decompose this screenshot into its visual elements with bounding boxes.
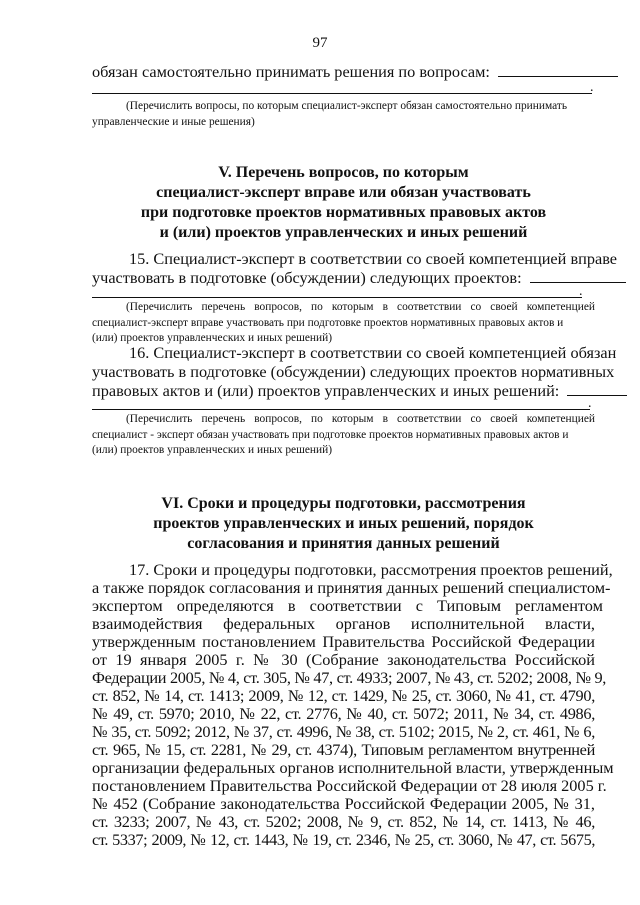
intro-note-line: управленческие и иные решения): [92, 115, 255, 128]
p16-blank: [567, 381, 627, 396]
heading-line: при подготовке проектов нормативных правовых актов: [140, 204, 547, 221]
p15-rule: [92, 297, 582, 298]
heading-line: V. Перечень вопросов, по которым: [218, 164, 469, 181]
p17-line: ст. 965, № 15, ст. 2281, № 29, ст. 4374), Типовым регламентом внутренней: [92, 740, 595, 759]
heading-line: проектов управленческих и иных решений, порядок: [153, 515, 534, 532]
p16-note: [92, 412, 595, 459]
p17-line: утвержденным постановлением Правительства Российской Федерации: [92, 632, 595, 651]
p16-line-3: [92, 381, 595, 400]
p17-line: ст. 5337; 2009, № 12, ст. 1443, № 19, ст. 2346, № 25, ст. 3060, № 47, ст. 5675,: [92, 830, 595, 849]
p17-line: № 452 (Собрание законодательства Российской Федерации 2005, № 31,: [92, 794, 595, 813]
section-6-heading: [92, 494, 595, 554]
p17-line: Федерации 2005, № 4, ст. 305, № 47, ст. 4933; 2007, № 43, ст. 5202; 2008, № 9,: [92, 668, 607, 687]
p16-line: 16. Специалист-эксперт в соответствии со своей компетенцией обязан: [129, 343, 617, 362]
p15-note: [92, 300, 595, 347]
intro-note-line: (Перечислить вопросы, по которым специалист-эксперт обязан самостоятельно принимать: [126, 100, 568, 112]
intro-text: обязан самостоятельно принимать решения по вопросам:: [92, 62, 490, 81]
heading-line: и (или) проектов управленческих и иных решений: [159, 224, 528, 241]
intro-line: [92, 62, 595, 81]
p17-line: экспертом определяются в соответствии с Типовым регламентом: [92, 596, 603, 615]
p16-rule-dot: .: [588, 396, 592, 411]
p16-rule: [92, 409, 590, 410]
p16-text: правовых актов и (или) проектов управленческих и иных решений:: [92, 381, 560, 400]
note-line: (или) проектов управленческих и иных решений): [92, 444, 333, 456]
section-5-heading: [92, 163, 595, 243]
heading-line: согласования и принятия данных решений: [187, 535, 500, 552]
intro-blank: [498, 62, 618, 77]
intro-note: [92, 99, 595, 130]
note-line: (Перечислить перечень вопросов, по которым в соответствии со своей компетенцией: [126, 301, 595, 313]
p17-line: 17. Сроки и процедуры подготовки, рассмотрения проектов решений,: [129, 560, 613, 579]
heading-line: специалист-эксперт вправе или обязан участвовать: [156, 184, 531, 201]
p17-line: взаимодействия федеральных органов исполнительной власти,: [92, 614, 595, 633]
p15-line: 15. Специалист-эксперт в соответствии со своей компетенцией вправе: [129, 249, 618, 268]
note-line: (Перечислить перечень вопросов, по которым в соответствии со своей компетенцией: [126, 413, 595, 425]
p15-rule-dot: .: [579, 284, 583, 299]
p16-line: участвовать в подготовке (обсуждении) следующих проектов нормативных: [92, 362, 615, 381]
p17-line: № 35, ст. 5092; 2012, № 37, ст. 4996, № 38, ст. 5102; 2015, № 2, ст. 461, № 6,: [92, 722, 595, 741]
p17-line: ст. 852, № 14, ст. 1413; 2009, № 12, ст. 1429, № 25, ст. 3060, № 41, ст. 4790,: [92, 686, 595, 705]
intro-rule-dot: .: [590, 80, 594, 95]
p17-line: № 49, ст. 5970; 2010, № 22, ст. 2776, № 40, ст. 5072; 2011, № 34, ст. 4986,: [92, 704, 595, 723]
note-line: специалист-эксперт вправе участвовать при подготовке проектов нормативных правовых актов и: [92, 316, 564, 329]
note-line: специалист - эксперт обязан участвовать при подготовке проектов нормативных правовых актов и: [92, 428, 569, 441]
page-number: 97: [312, 35, 328, 51]
note-line: (или) проектов управленческих и иных решений): [92, 332, 333, 344]
p17-line: а также порядок согласования и принятия данных решений специалистом-: [92, 578, 611, 597]
intro-rule: [92, 93, 592, 94]
p17-line: постановлением Правительства Российской Федерации от 28 июля 2005 г.: [92, 776, 607, 795]
p15-blank: [530, 268, 626, 283]
p15-text: участвовать в подготовке (обсуждении) следующих проектов:: [92, 268, 522, 287]
p15-line-2: [92, 268, 595, 287]
p17-line: ст. 3233; 2007, № 43, ст. 5202; 2008, № 9, ст. 852, № 14, ст. 1413, № 46,: [92, 812, 595, 831]
p17-line: от 19 января 2005 г. № 30 (Собрание законодательства Российской: [92, 650, 595, 669]
p17-line: организации федеральных органов исполнительной власти, утвержденным: [92, 758, 614, 777]
heading-line: VI. Сроки и процедуры подготовки, рассмотрения: [161, 495, 526, 512]
